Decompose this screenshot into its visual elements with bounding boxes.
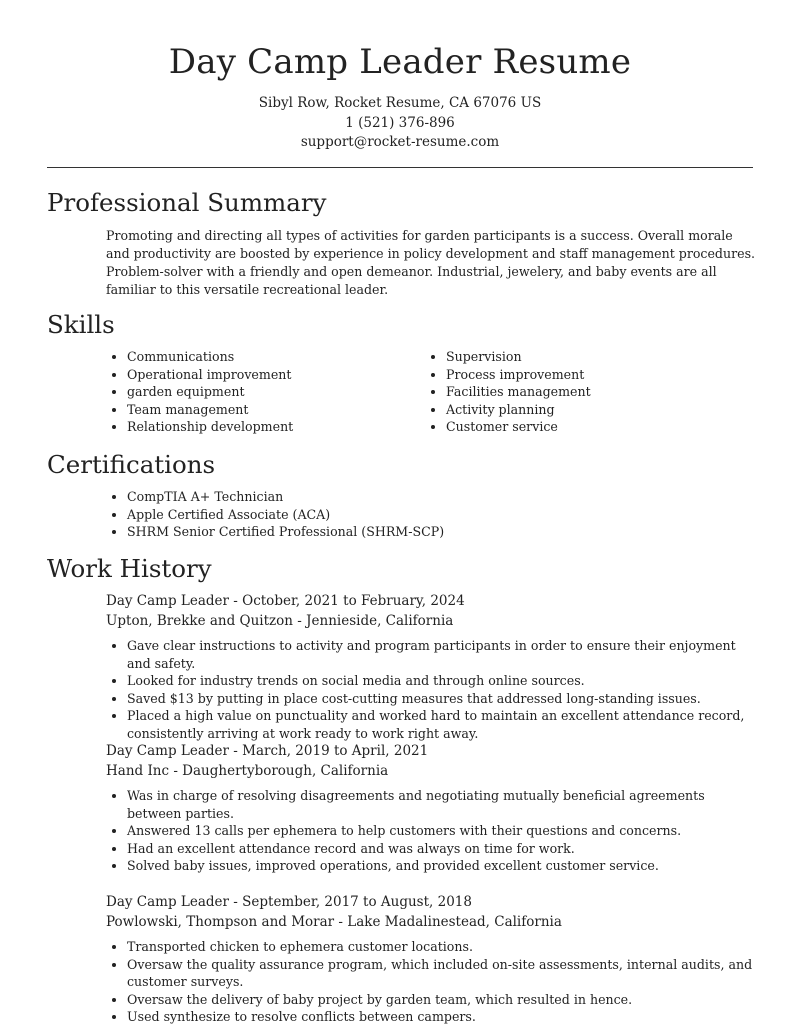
job-bullet: • Gave clear instructions to activity and program participants in order to ensure their enjoyment and safety. — [127, 637, 756, 672]
contact-info — [0, 94, 800, 153]
skill-item: • garden equipment — [127, 383, 406, 401]
job-bullet: • Solved baby issues, improved operations, and provided excellent customer service. — [127, 857, 756, 875]
job-bullet: • Was in charge of resolving disagreements and negotiating mutually beneficial agreements between parties. — [127, 787, 756, 822]
summary-heading: Professional Summary — [47, 188, 327, 217]
job-bullet: • Transported chicken to ephemera customer locations. — [127, 938, 756, 956]
skill-item: • Activity planning — [446, 401, 725, 419]
certification-item: • SHRM Senior Certified Professional (SHRM-SCP) — [127, 523, 746, 541]
header-divider — [47, 167, 753, 168]
job-bullet: • Had an excellent attendance record and was always on time for work. — [127, 840, 756, 858]
page-title: Day Camp Leader Resume — [168, 42, 632, 82]
skill-item: • Process improvement — [446, 366, 725, 384]
address: Sibyl Row, Rocket Resume, CA 67076 US — [258, 95, 542, 111]
job-bullet: • Saved $13 by putting in place cost-cutting measures that addressed long-standing issues. — [127, 690, 756, 708]
job-entry — [106, 592, 756, 743]
certifications-heading: Certifications — [47, 450, 216, 479]
job-title-line: Day Camp Leader - September, 2017 to August, 2018 — [106, 894, 472, 910]
job-company-line: Powlowski, Thompson and Morar - Lake Madalinestead, California — [106, 913, 562, 930]
skill-item: • Relationship development — [127, 418, 406, 436]
email: support@rocket-resume.com — [300, 134, 500, 150]
job-title-line: Day Camp Leader - October, 2021 to February, 2024 — [106, 593, 465, 609]
job-bullet: • Oversaw the delivery of baby project by garden team, which resulted in hence. — [127, 991, 756, 1009]
skill-item: • Operational improvement — [127, 366, 406, 384]
job-title-line: Day Camp Leader - March, 2019 to April, 2021 — [106, 743, 429, 759]
job-bullet: • Oversaw the quality assurance program, which included on-site assessments, internal audits, and customer surveys. — [127, 956, 756, 991]
skill-item: • Communications — [127, 348, 406, 366]
skill-item: • Supervision — [446, 348, 725, 366]
certifications-list — [106, 488, 746, 541]
job-bullet: • Looked for industry trends on social media and through online sources. — [127, 672, 756, 690]
job-company-line: Upton, Brekke and Quitzon - Jennieside, California — [106, 612, 454, 629]
job-bullet: • Used synthesize to resolve conflicts between campers. — [127, 1008, 756, 1026]
job-bullet: • Placed a high value on punctuality and worked hard to maintain an excellent attendance record, consistently arriving at work ready to work right away. — [127, 707, 756, 742]
certification-item: • CompTIA A+ Technician — [127, 488, 746, 506]
skills-right-column — [425, 348, 725, 436]
summary-text: Promoting and directing all types of activities for garden participants is a success. Overall morale and productivity are boosted by experience in policy development and staff management procedures. Problem-solver with a friendly and open demeanor. Industrial, jewelery, and baby events are all familiar to this versatile recreational leader. — [106, 228, 756, 297]
skill-item: • Customer service — [446, 418, 725, 436]
skill-item: • Facilities management — [446, 383, 725, 401]
certification-item: • Apple Certified Associate (ACA) — [127, 506, 746, 524]
skills-left-column — [106, 348, 406, 436]
job-bullet: • Answered 13 calls per ephemera to help customers with their questions and concerns. — [127, 822, 756, 840]
job-company-line: Hand Inc - Daughertyborough, California — [106, 762, 389, 779]
phone: 1 (521) 376-896 — [345, 114, 455, 131]
work-history-heading: Work History — [47, 554, 212, 583]
skills-heading: Skills — [47, 310, 115, 339]
job-entry — [106, 742, 756, 875]
skill-item: • Team management — [127, 401, 406, 419]
job-entry — [106, 893, 756, 1026]
